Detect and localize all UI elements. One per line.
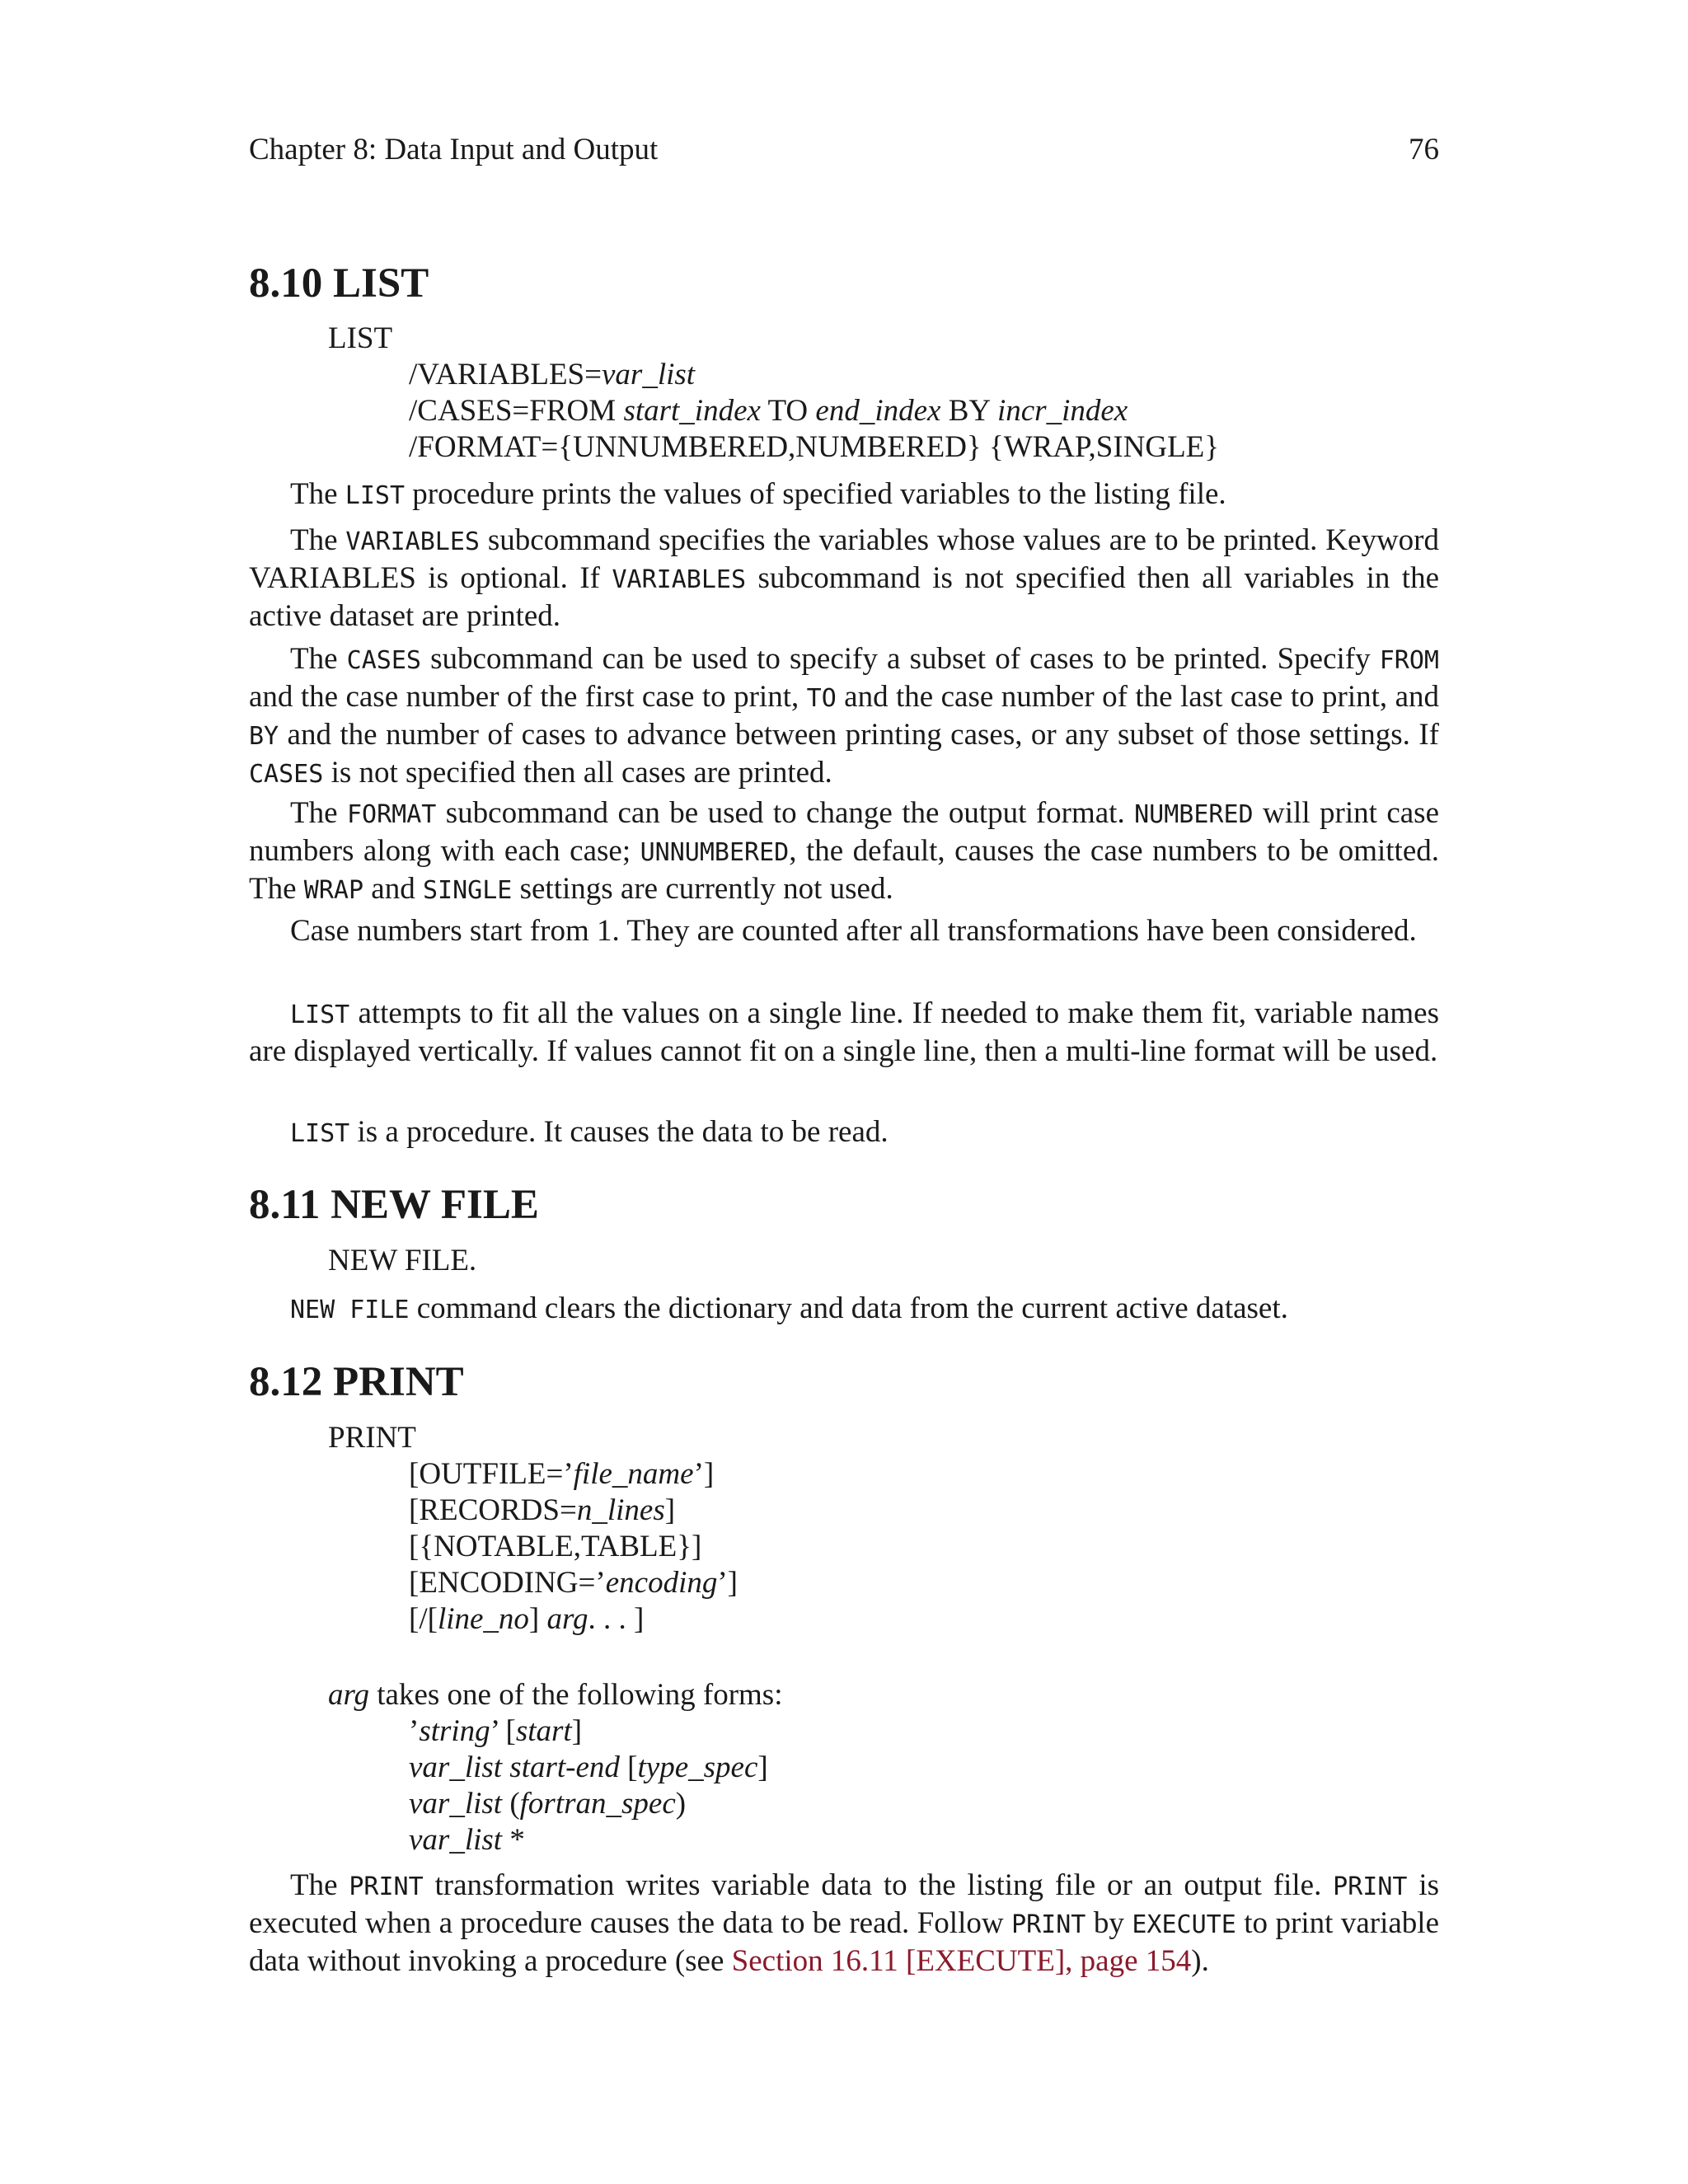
- paragraph: NEW FILE command clears the dictionary and data from the current active dataset.: [290, 1291, 1288, 1325]
- chapter-title: Chapter 8: Data Input and Output: [249, 133, 659, 166]
- arg-form: var_list *: [409, 1823, 525, 1857]
- syntax-line: /CASES=FROM start_index TO end_index BY incr_index: [409, 394, 1128, 428]
- syntax-line: [{NOTABLE,TABLE}]: [409, 1530, 702, 1563]
- paragraph: LIST is a procedure. It causes the data to be read.: [290, 1115, 889, 1149]
- paragraph: The CASES subcommand can be used to specify a subset of cases to be printed. Specify FROM and the case number of the first case to print, TO and the case number of the last case to print, and BY and the number of cases to advance between printing cases, or any subset of those settings. If CASES is not specified then all cases are printed.: [249, 642, 1440, 790]
- arg-forms: arg takes one of the following forms: ’string’ [start] var_list start-end [type_spec] var_list (fortran_spec) var_list *: [249, 1677, 1439, 1858]
- section-heading-new-file: 8.11 NEW FILE: [249, 1182, 539, 1228]
- arg-form: var_list (fortran_spec): [409, 1787, 687, 1821]
- paragraph: The VARIABLES subcommand specifies the variables whose values are to be printed. Keyword VARIABLES is optional. If VARIABLES subcommand is not specified then all variables in the active dataset are printed.: [249, 523, 1439, 633]
- paragraph: The PRINT transformation writes variable data to the listing file or an output file. PRINT is executed when a procedure causes the data to be read. Follow PRINT by EXECUTE to print variable data without invoking a procedure (see Section 16.11 [EXECUTE], page 154).: [249, 1868, 1440, 1978]
- paragraph: LIST attempts to fit all the values on a single line. If needed to make them fit, variable names are displayed vertically. If values cannot fit on a single line, then a multi-line format will be used.: [249, 996, 1439, 1068]
- syntax-line: [ENCODING=’encoding’]: [409, 1566, 738, 1600]
- syntax-command: LIST: [328, 321, 393, 355]
- syntax-line: /FORMAT={UNNUMBERED,NUMBERED} {WRAP,SINGLE}: [409, 430, 1220, 464]
- arg-form: ’string’ [start]: [409, 1714, 583, 1748]
- new-file-syntax: NEW FILE.: [328, 1244, 477, 1277]
- section-heading-print: 8.12 PRINT: [249, 1359, 464, 1405]
- list-syntax: [249, 321, 1439, 466]
- section-heading-list: 8.10 LIST: [249, 260, 429, 307]
- paragraph: The FORMAT subcommand can be used to change the output format. NUMBERED will print case numbers along with each case; UNNUMBERED, the default, causes the case numbers to be omitted. The WRAP and SINGLE settings are currently not used.: [249, 796, 1439, 906]
- syntax-line: /VARIABLES=var_list: [409, 358, 696, 391]
- syntax-line: [OUTFILE=’file_name’]: [409, 1457, 715, 1491]
- running-header: [249, 130, 1439, 170]
- syntax-command: PRINT: [328, 1421, 416, 1455]
- arg-form: var_list start-end [type_spec]: [409, 1750, 768, 1784]
- page-number: 76: [1409, 133, 1439, 166]
- print-syntax: [249, 1420, 1439, 1638]
- syntax-line: [RECORDS=n_lines]: [409, 1493, 676, 1527]
- syntax-line: [/[line_no] arg. . . ]: [409, 1602, 645, 1636]
- paragraph: Case numbers start from 1. They are counted after all transformations have been considered.: [290, 914, 1417, 948]
- execute-section-link[interactable]: Section 16.11 [EXECUTE], page 154: [731, 1944, 1192, 1978]
- paragraph: The LIST procedure prints the values of specified variables to the listing file.: [290, 477, 1226, 511]
